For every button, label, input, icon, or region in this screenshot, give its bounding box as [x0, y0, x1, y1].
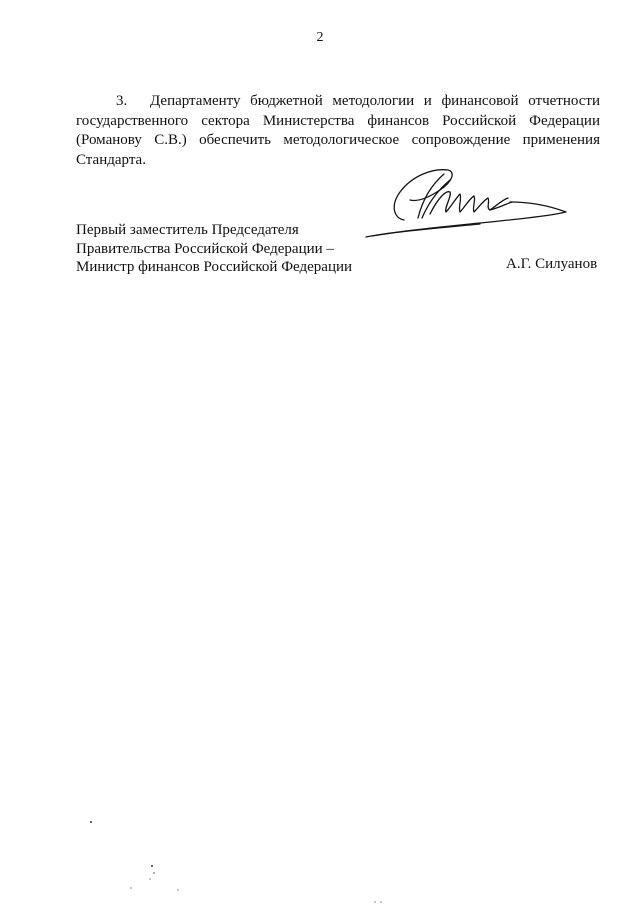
handwritten-signature [360, 158, 580, 243]
signer-title-line: Правительства Российской Федерации – [76, 240, 334, 257]
signer-title-line: Министр финансов Российской Федерации [76, 259, 353, 275]
signer-name: А.Г. Силуанов [506, 256, 598, 272]
paragraph-number: 3. [116, 93, 128, 109]
page-number: 2 [316, 30, 324, 45]
signer-title [76, 221, 352, 277]
signer-title-line: Первый заместитель Председателя [76, 222, 299, 238]
paragraph-text: Департаменту бюджетной методологии и финансовой отчетности государственного сектора Министерства финансов Российской Федерации (Романову С.В.) обеспечить методологическое сопровождение применения Стандарта. [76, 93, 600, 168]
